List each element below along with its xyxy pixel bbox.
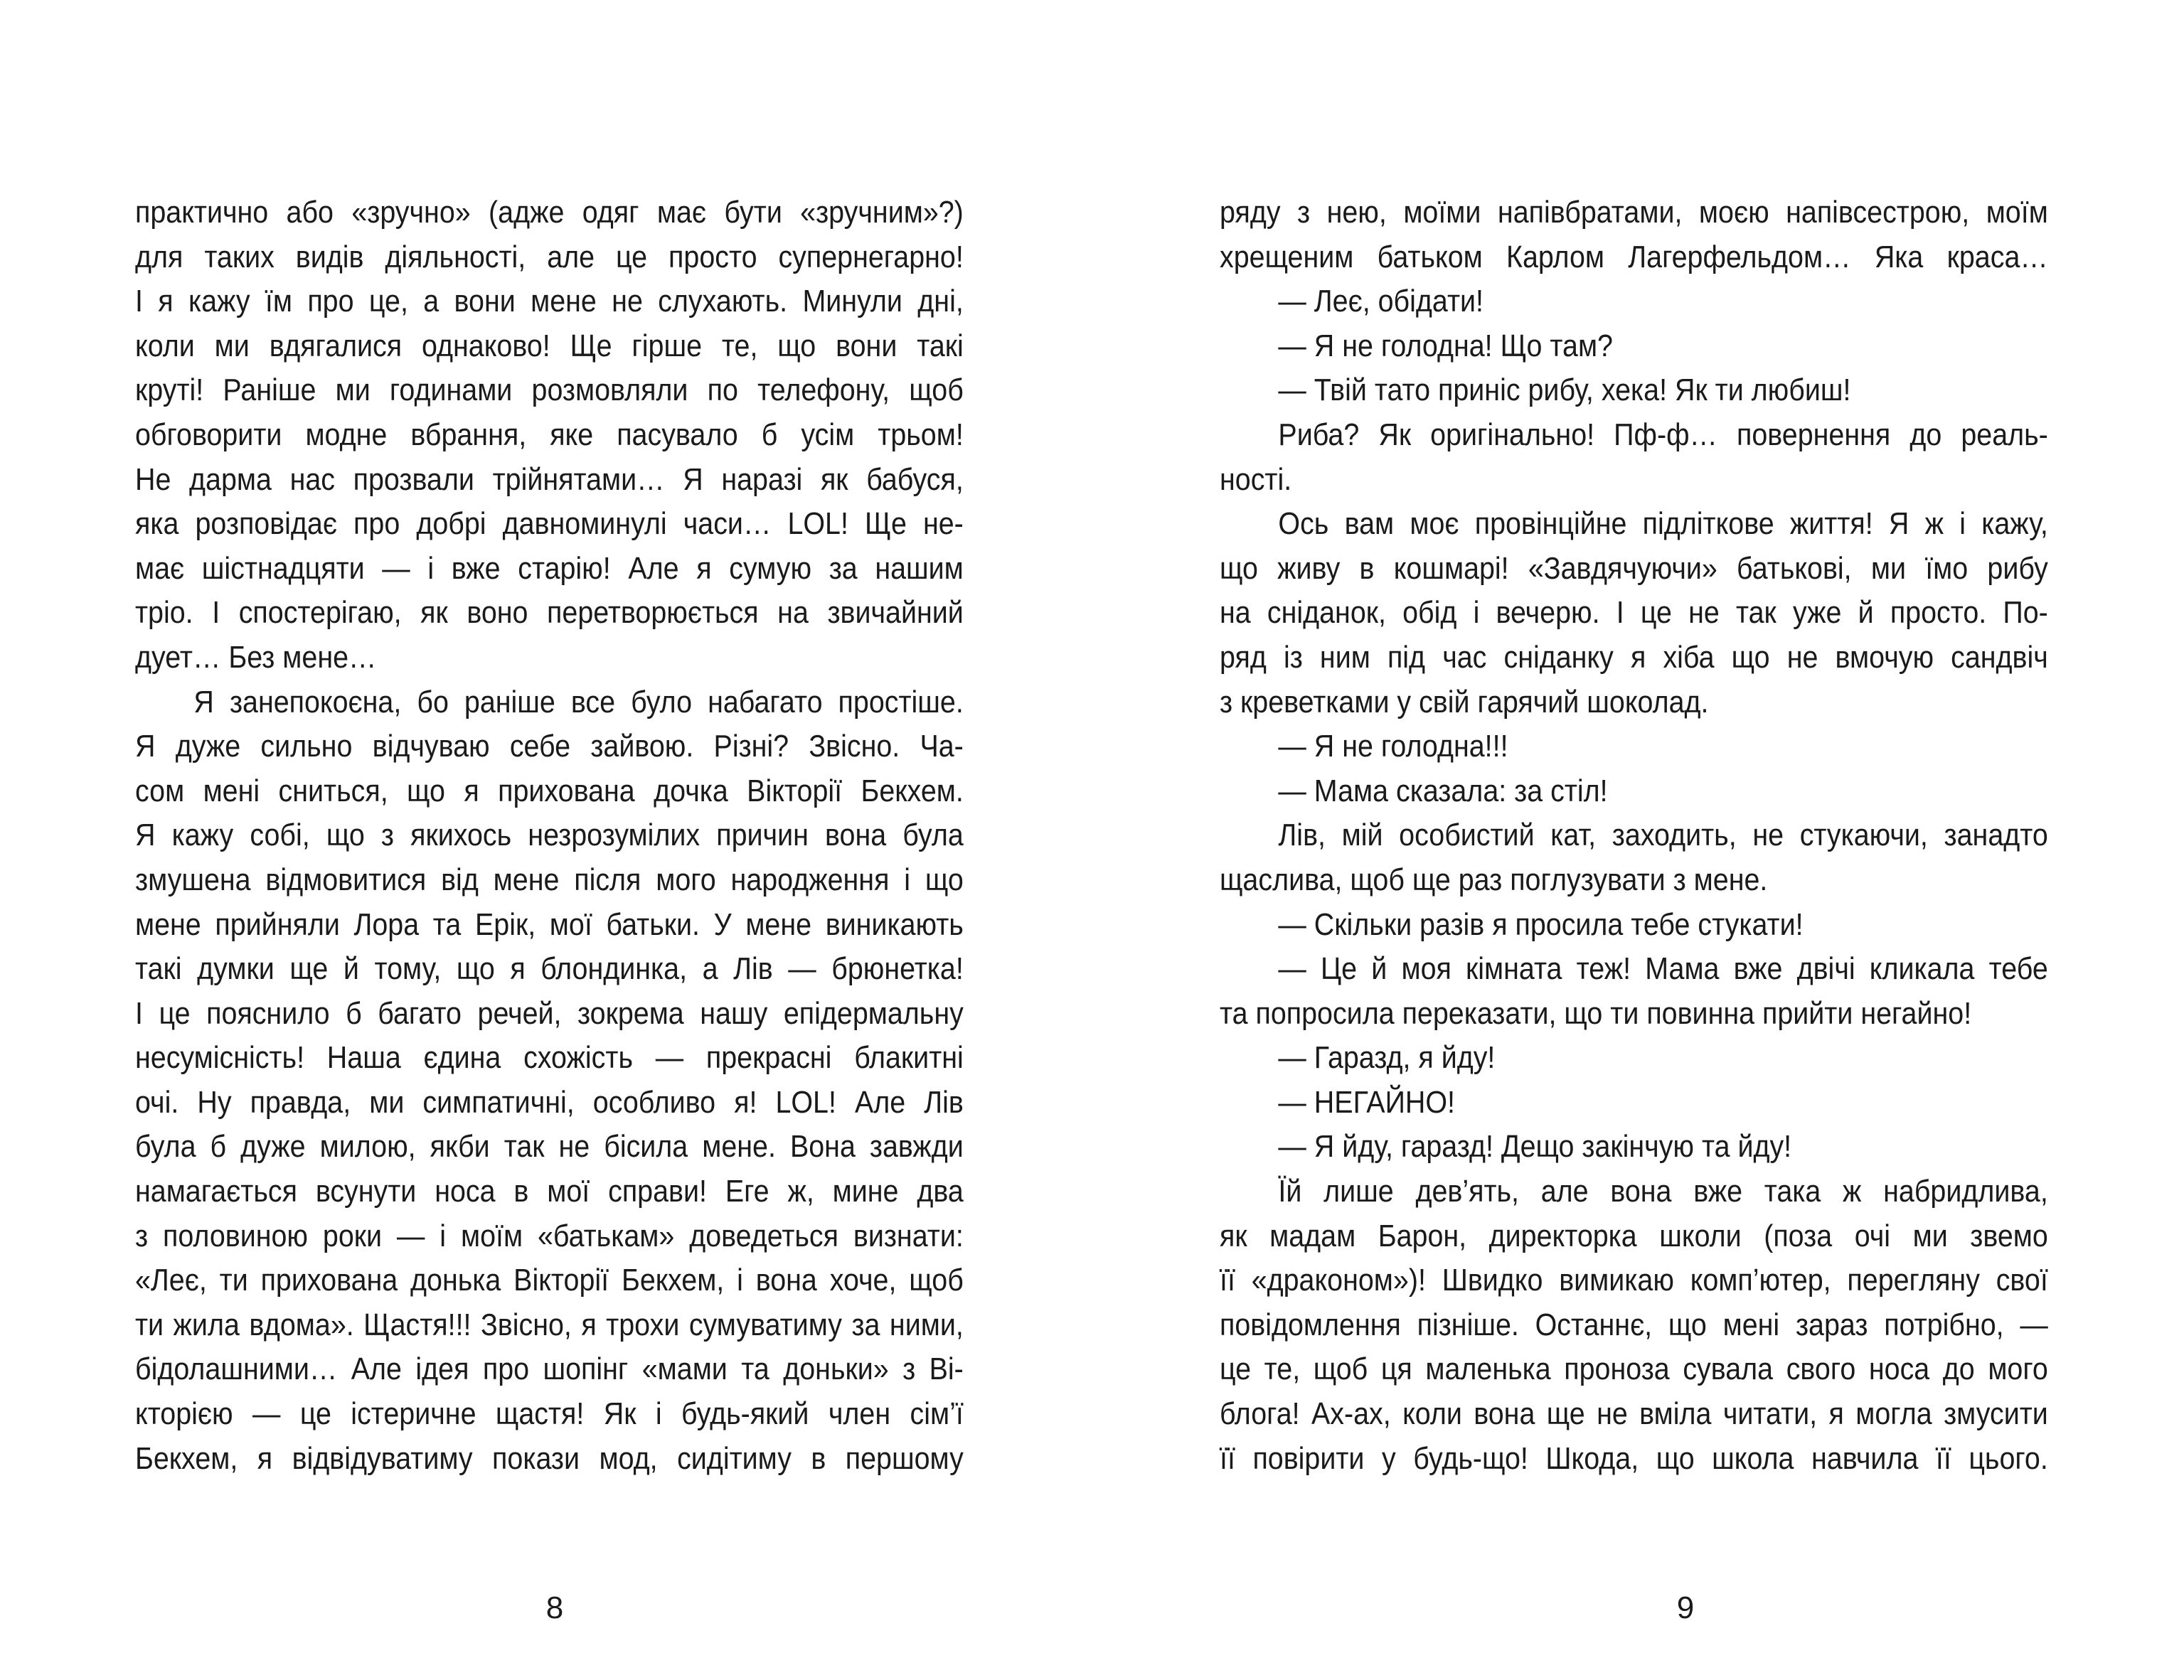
- text-line: це те, щоб ця маленька проноза сувала свого носа до мого: [1220, 1352, 2048, 1387]
- text-line: — Твій тато приніс рибу, хека! Як ти любиш!: [1278, 373, 1851, 408]
- text-line: бідолашними… Але ідея про шопінг «мами та доньки» з Ві-: [135, 1352, 964, 1387]
- text-line: Бекхем, я відвідуватиму покази мод, сидітиму в першому: [135, 1440, 964, 1476]
- right-page: [1092, 0, 2184, 1680]
- text-line: — НЕГАЙНО!: [1278, 1084, 1456, 1120]
- text-line: її повірити у будь-що! Шкода, що школа навчила її цього.: [1220, 1440, 2048, 1476]
- text-line: щаслива, щоб ще раз поглузувати з мене.: [1220, 862, 1768, 897]
- text-line: Риба? Як оригінально! Пф-ф… повернення до реаль-: [1278, 417, 2048, 452]
- text-line: блога! Ах-ах, коли вона ще не вміла читати, я могла змусити: [1220, 1396, 2048, 1432]
- text-line: сом мені сниться, що я прихована дочка Вікторії Бекхем.: [135, 773, 964, 808]
- text-line: — Це й моя кімната теж! Мама вже двічі кликала тебе: [1278, 951, 2048, 987]
- text-line: І це пояснило б багато речей, зокрема нашу епідермальну: [135, 995, 964, 1031]
- text-line: Я дуже сильно відчуваю себе зайвою. Різні? Звісно. Ча-: [135, 729, 964, 764]
- text-line: як мадам Барон, директорка школи (поза очі ми звемо: [1220, 1218, 2048, 1253]
- text-line: її «драконом»)! Швидко вимикаю комп’ютер, перегляну свої: [1220, 1263, 2048, 1298]
- text-line: очі. Ну правда, ми симпатичні, особливо я! LOL! Але Лів: [135, 1084, 964, 1120]
- text-line: коли ми вдягалися однаково! Ще гірше те, що вони такі: [135, 328, 964, 363]
- text-line: ряду з нею, моїми напівбратами, моєю напівсестрою, моїм: [1220, 195, 2048, 230]
- text-line: змушена відмовитися від мене після мого народження і що: [135, 862, 964, 897]
- text-line: — Гаразд, я йду!: [1278, 1040, 1496, 1076]
- text-line: та попросила переказати, що ти повинна прийти негайно!: [1220, 995, 1972, 1031]
- text-line: Ось вам моє провінційне підліткове життя! Я ж і кажу,: [1278, 506, 2048, 542]
- text-line: яка розповідає про добрі давноминулі часи… LOL! Ще не-: [135, 506, 964, 542]
- text-line: з креветками у свій гарячий шоколад.: [1220, 684, 1709, 719]
- text-line: Я занепокоєна, бо раніше все було набагато простіше.: [193, 684, 964, 719]
- text-line: Лів, мій особистий кат, заходить, не стукаючи, занадто: [1278, 818, 2048, 853]
- text-line: Я кажу собі, що з якихось незрозумілих причин вона була: [135, 818, 964, 853]
- text-line: хрещеним батьком Карлом Лагерфельдом… Яка краса…: [1220, 239, 2048, 274]
- text-line: була б дуже милою, якби так не бісила мене. Вона завжди: [135, 1129, 964, 1165]
- text-line: — Я йду, гаразд! Дещо закінчую та йду!: [1278, 1129, 1792, 1165]
- text-line: для таких видів діяльності, але це просто супернегарно!: [135, 239, 964, 274]
- text-line: дует… Без мене…: [135, 639, 377, 675]
- text-line: — Скільки разів я просила тебе стукати!: [1278, 906, 1804, 942]
- text-line: ти жила вдома». Щастя!!! Звісно, я трохи сумуватиму за ними,: [135, 1307, 964, 1342]
- text-line: — Леє, обідати!: [1278, 284, 1483, 319]
- text-line: має шістнадцяти — і вже старію! Але я сумую за нашим: [135, 550, 964, 586]
- text-line: несумісність! Наша єдина схожість — прекрасні блакитні: [135, 1040, 964, 1076]
- text-line: Не дарма нас прозвали трійнятами… Я наразі як бабуся,: [135, 461, 964, 497]
- text-line: практично або «зручно» (адже одяг має бути «зручним»?): [135, 195, 964, 230]
- text-line: намагається всунути носа в мої справи! Еге ж, мине два: [135, 1174, 964, 1209]
- text-line: Їй лише дев’ять, але вона вже така ж набридлива,: [1278, 1174, 2048, 1209]
- text-line: І я кажу їм про це, а вони мене не слухають. Минули дні,: [135, 284, 964, 319]
- text-line: ності.: [1220, 461, 1292, 497]
- text-line: мене прийняли Лора та Ерік, мої батьки. У мене виникають: [135, 906, 964, 942]
- text-line: тріо. І спостерігаю, як воно перетворюється на звичайний: [135, 595, 964, 631]
- text-line: — Я не голодна! Що там?: [1278, 328, 1613, 363]
- page-number-right: 9: [1676, 1590, 1695, 1625]
- text-line: «Леє, ти прихована донька Вікторії Бекхем, і вона хоче, щоб: [135, 1263, 964, 1298]
- left-page-text: [135, 191, 964, 1481]
- text-line: обговорити модне вбрання, яке пасувало б усім трьом!: [135, 417, 964, 452]
- text-line: такі думки ще й тому, що я блондинка, а Лів — брюнетка!: [135, 951, 964, 987]
- page-number-left: 8: [545, 1590, 564, 1625]
- right-page-text: [1220, 191, 2048, 1481]
- text-line: на сніданок, обід і вечерю. І це не так уже й просто. По-: [1220, 595, 2048, 631]
- text-line: — Я не голодна!!!: [1278, 729, 1508, 764]
- text-line: що живу в кошмарі! «Завдячуючи» батькові, ми їмо рибу: [1220, 550, 2048, 586]
- text-line: повідомлення пізніше. Останнє, що мені зараз потрібно, —: [1220, 1307, 2048, 1342]
- text-line: ряд із ним під час сніданку я хіба що не вмочую сандвіч: [1220, 639, 2048, 675]
- text-line: з половиною роки — і моїм «батькам» доведеться визнати:: [135, 1218, 964, 1253]
- text-line: круті! Раніше ми годинами розмовляли по телефону, щоб: [135, 373, 964, 408]
- text-line: кторією — це істеричне щастя! Як і будь-який член сім’ї: [135, 1396, 964, 1432]
- text-line: — Мама сказала: за стіл!: [1278, 773, 1608, 808]
